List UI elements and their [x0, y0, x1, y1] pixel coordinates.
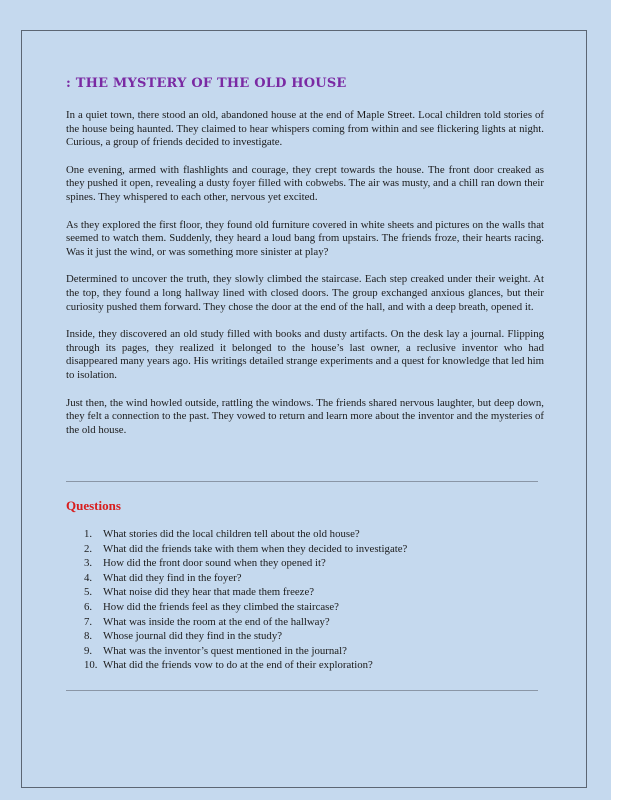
- question-text: Whose journal did they find in the study?: [103, 630, 283, 643]
- question-text: What did the friends vow to do at the end of their exploration?: [103, 659, 373, 672]
- question-item: [84, 658, 407, 673]
- story-paragraph: Just then, the wind howled outside, rattling the windows. The friends shared nervous laughter, but deep down, they felt a connection to the past. They vowed to return and learn more about the inventor and the mysteries of the old house.: [66, 396, 544, 436]
- question-text: How did the front door sound when they opened it?: [103, 557, 326, 570]
- question-number: 4.: [84, 571, 93, 584]
- question-number: 10.: [84, 659, 98, 672]
- question-text: What did the friends take with them when they decided to investigate?: [103, 542, 408, 555]
- story-text: [66, 109, 544, 451]
- story-paragraph: One evening, armed with flashlights and courage, they crept towards the house. The front door creaked as they pushed it open, revealing a dusty foyer filled with cobwebs. The air was musty, and a chill ran down their spines. They whispered to each other, nervous yet excited.: [66, 163, 544, 203]
- question-item: [84, 615, 407, 630]
- story-paragraph: Inside, they discovered an old study filled with books and dusty artifacts. On the desk lay a journal. Flipping through its pages, they realized it belonged to the house’s last owner, a reclusive inventor who had disappeared many years ago. His writings detailed strange experiments and a quest for knowledge that led him to isolation.: [66, 328, 544, 381]
- question-number: 5.: [84, 586, 93, 599]
- question-number: 2.: [84, 542, 93, 555]
- questions-heading: Questions: [66, 498, 121, 513]
- divider-top: [66, 481, 538, 482]
- question-item: [84, 571, 407, 586]
- question-text: What noise did they hear that made them freeze?: [103, 586, 315, 599]
- question-number: 9.: [84, 644, 93, 657]
- question-text: How did the friends feel as they climbed the staircase?: [103, 600, 339, 613]
- question-item: [84, 600, 407, 615]
- question-text: What did they find in the foyer?: [103, 571, 242, 584]
- question-text: What stories did the local children tell about the old house?: [103, 528, 360, 540]
- question-item: [84, 556, 407, 571]
- question-number: 3.: [84, 557, 93, 570]
- question-item: [84, 527, 407, 542]
- page-title: : THE MYSTERY OF THE OLD HOUSE: [66, 76, 347, 91]
- question-item: [84, 585, 407, 600]
- question-item: [84, 644, 407, 659]
- question-item: [84, 542, 407, 557]
- question-number: 6.: [84, 600, 93, 613]
- question-number: 7.: [84, 615, 93, 628]
- questions-list: [84, 527, 407, 673]
- question-text: What was the inventor’s quest mentioned in the journal?: [103, 644, 347, 657]
- question-item: [84, 629, 407, 644]
- question-text: What was inside the room at the end of the hallway?: [103, 615, 330, 628]
- question-number: 1.: [84, 528, 93, 540]
- question-number: 8.: [84, 630, 93, 643]
- story-paragraph: As they explored the first floor, they found old furniture covered in white sheets and pictures on the walls that seemed to watch them. Suddenly, they heard a loud bang from upstairs. The friends froze, their hearts racing. Was it just the wind, or was something more sinister at play?: [66, 218, 544, 258]
- story-paragraph: Determined to uncover the truth, they slowly climbed the staircase. Each step creaked under their weight. At the top, they found a long hallway lined with closed doors. The group exchanged anxious glances, but their curiosity pushed them forward. They chose the door at the end of the hall, and with a deep breath, opened it.: [66, 273, 544, 313]
- divider-bottom: [66, 690, 538, 691]
- story-paragraph: In a quiet town, there stood an old, abandoned house at the end of Maple Street. Local children told stories of the house being haunted. They claimed to hear whispers coming from within and see flickering lights at night. Curious, a group of friends decided to investigate.: [66, 109, 544, 149]
